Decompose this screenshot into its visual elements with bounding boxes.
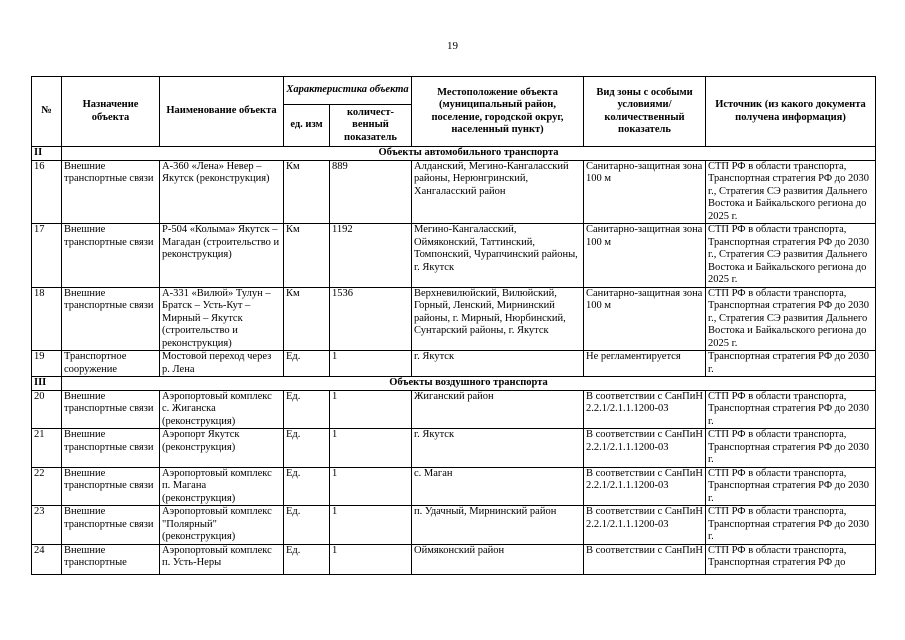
cell-purpose: Внешние транспортные связи [62,467,160,506]
cell-zone: Санитарно-защитная зона 100 м [584,224,706,288]
cell-num: 21 [32,429,62,468]
cell-unit: Ед. [284,467,330,506]
cell-num: 20 [32,390,62,429]
table-row [32,544,876,574]
cell-zone: Не регламентируется [584,351,706,377]
cell-unit: Ед. [284,351,330,377]
cell-source: СТП РФ в области транспорта, Транспортная стратегия РФ до 2030 г. [706,429,876,468]
cell-source: СТП РФ в области транспорта, Транспортная стратегия РФ до 2030 г., Стратегия СЭ развития Дальнего Востока и Байкальского региона до 2025 г. [706,224,876,288]
cell-name: Аэропортовый комплекс п. Усть-Неры [160,544,284,574]
cell-location: с. Маган [412,467,584,506]
cell-location: Оймяконский район [412,544,584,574]
header-zone: Вид зоны с особыми условиями/ количественный показатель [584,77,706,147]
cell-zone: В соответствии с СанПиН 2.2.1/2.1.1.1200-03 [584,390,706,429]
cell-qty: 889 [330,160,412,224]
table-row [32,467,876,506]
cell-qty: 1192 [330,224,412,288]
header-quantity: количест-венный показатель [330,105,412,147]
cell-zone: В соответствии с СанПиН 2.2.1/2.1.1.1200-03 [584,467,706,506]
cell-qty: 1 [330,467,412,506]
cell-name: Аэропортовый комплекс п. Магана (реконструкция) [160,467,284,506]
transport-objects-table [31,76,876,575]
cell-location: Верхневилюйский, Вилюйский, Горный, Ленский, Мирнинский районы, г. Мирный, Нюрбинский, Сунтарский районы, г. Якутск [412,287,584,351]
cell-zone: Санитарно-защитная зона 100 м [584,287,706,351]
table-row [32,390,876,429]
table-row [32,287,876,351]
header-unit: ед. изм [284,105,330,147]
table-row [32,224,876,288]
cell-unit: Ед. [284,544,330,574]
cell-zone: В соответствии с СанПиН 2.2.1/2.1.1.1200-03 [584,429,706,468]
cell-purpose: Транспортное сооружение [62,351,160,377]
cell-location: п. Удачный, Мирнинский район [412,506,584,545]
cell-num: 22 [32,467,62,506]
cell-num: 16 [32,160,62,224]
cell-qty: 1 [330,544,412,574]
cell-unit: Км [284,160,330,224]
cell-zone: В соответствии с СанПиН [584,544,706,574]
table-row [32,351,876,377]
cell-name: А-360 «Лена» Невер – Якутск (реконструкция) [160,160,284,224]
cell-num: 17 [32,224,62,288]
cell-purpose: Внешние транспортные связи [62,506,160,545]
cell-source: СТП РФ в области транспорта, Транспортная стратегия РФ до 2030 г., Стратегия СЭ развития Дальнего Востока и Байкальского региона до 2025 г. [706,287,876,351]
table-row [32,429,876,468]
cell-qty: 1 [330,390,412,429]
cell-unit: Ед. [284,506,330,545]
cell-zone: В соответствии с СанПиН 2.2.1/2.1.1.1200-03 [584,506,706,545]
page-number: 19 [447,40,458,52]
cell-qty: 1 [330,351,412,377]
header-source: Источник (из какого документа получена информация) [706,77,876,147]
cell-location: г. Якутск [412,429,584,468]
header-characteristic: Характеристика объекта [284,77,412,105]
table-row [32,160,876,224]
cell-source: СТП РФ в области транспорта, Транспортная стратегия РФ до [706,544,876,574]
section-row [32,377,876,391]
cell-location: Мегино-Кангаласский, Оймяконский, Таттинский, Томпонский, Чурапчинский районы, г. Якутск [412,224,584,288]
cell-purpose: Внешние транспортные связи [62,287,160,351]
cell-qty: 1 [330,429,412,468]
cell-unit: Км [284,224,330,288]
cell-qty: 1536 [330,287,412,351]
cell-source: СТП РФ в области транспорта, Транспортная стратегия РФ до 2030 г. [706,506,876,545]
section-number: III [32,377,62,391]
cell-num: 24 [32,544,62,574]
table-body [32,147,876,575]
cell-location: г. Якутск [412,351,584,377]
cell-source: Транспортная стратегия РФ до 2030 г. [706,351,876,377]
header-purpose: Назначение объекта [62,77,160,147]
cell-num: 18 [32,287,62,351]
cell-num: 19 [32,351,62,377]
cell-source: СТП РФ в области транспорта, Транспортная стратегия РФ до 2030 г. [706,390,876,429]
table-row [32,506,876,545]
header-location: Местоположение объекта (муниципальный район, поселение, городской округ, населенный пункт) [412,77,584,147]
cell-name: А-331 «Вилюй» Тулун – Братск – Усть-Кут – Мирный – Якутск (строительство и реконструкция) [160,287,284,351]
cell-name: Р-504 «Колыма» Якутск – Магадан (строительство и реконструкция) [160,224,284,288]
cell-name: Мостовой переход через р. Лена [160,351,284,377]
cell-name: Аэропортовый комплекс с. Жиганска (реконструкция) [160,390,284,429]
cell-source: СТП РФ в области транспорта, Транспортная стратегия РФ до 2030 г. [706,467,876,506]
cell-zone: Санитарно-защитная зона 100 м [584,160,706,224]
cell-location: Алданский, Мегино-Кангаласский районы, Нерюнгринский, Хангаласский район [412,160,584,224]
cell-qty: 1 [330,506,412,545]
section-title: Объекты автомобильного транспорта [62,147,876,161]
cell-purpose: Внешние транспортные связи [62,390,160,429]
cell-name: Аэропортовый комплекс "Полярный" (реконструкция) [160,506,284,545]
cell-source: СТП РФ в области транспорта, Транспортная стратегия РФ до 2030 г., Стратегия СЭ развития Дальнего Востока и Байкальского региона до 2025 г. [706,160,876,224]
cell-unit: Ед. [284,429,330,468]
header-num: № [32,77,62,147]
header-name: Наименование объекта [160,77,284,147]
cell-location: Жиганский район [412,390,584,429]
cell-purpose: Внешние транспортные связи [62,160,160,224]
cell-purpose: Внешние транспортные [62,544,160,574]
cell-num: 23 [32,506,62,545]
cell-unit: Ед. [284,390,330,429]
section-row [32,147,876,161]
cell-unit: Км [284,287,330,351]
cell-purpose: Внешние транспортные связи [62,224,160,288]
cell-name: Аэропорт Якутск (реконструкция) [160,429,284,468]
section-number: II [32,147,62,161]
cell-purpose: Внешние транспортные связи [62,429,160,468]
section-title: Объекты воздушного транспорта [62,377,876,391]
